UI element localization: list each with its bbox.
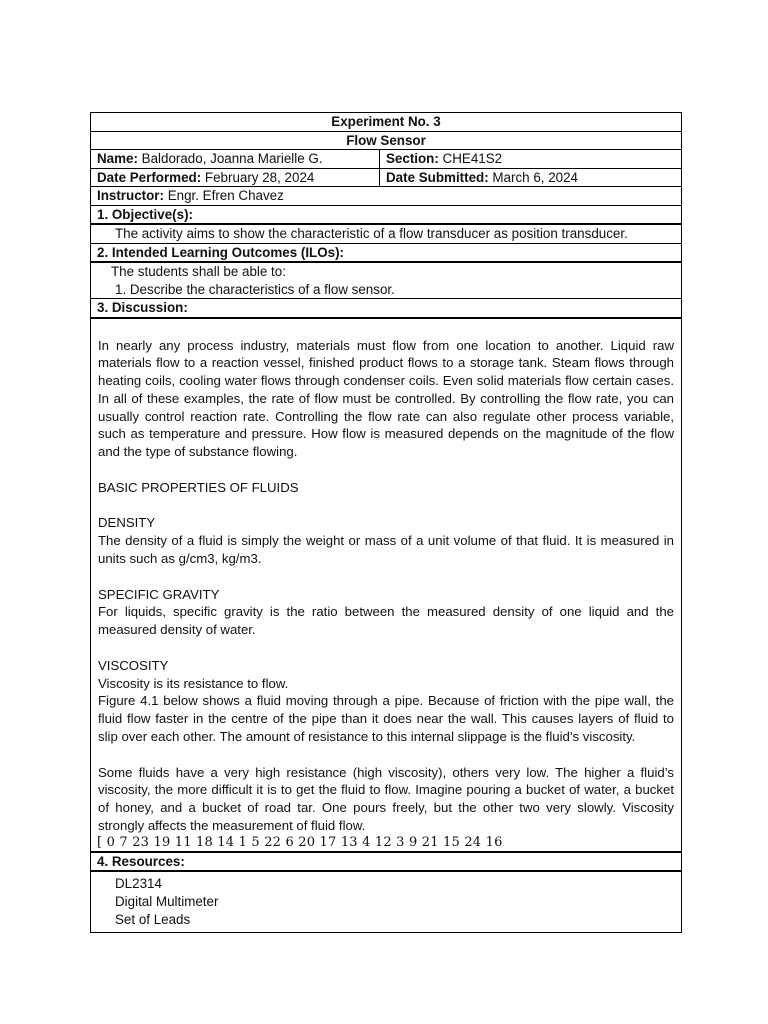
resources-list [91, 872, 681, 932]
name-label: Name: [97, 151, 138, 166]
section-cell [380, 150, 681, 168]
resources-heading: 4. Resources: [91, 853, 681, 873]
basic-properties-heading: BASIC PROPERTIES OF FLUIDS [98, 479, 299, 495]
resource-item: Set of Leads [115, 911, 191, 927]
discussion-intro: In nearly any process industry, materials must flow from one location to another. Liquid raw materials flow to a reaction vessel, finished product flows to a storage tank. Steam flows through heating coils, cooling water flows through condenser coils. Even solid materials flow certain cases. In all of these examples, the rate of flow must be controlled. By controlling the flow rate, you can usually control reaction rate. Controlling the flow rate can also regulate other process variable, such as temperature and pressure. How flow is measured depends on the magnitude of the flow and the type of substance flowing. [98, 337, 674, 460]
objective-text: The activity aims to show the characteristic of a flow transducer as position transducer. [91, 225, 681, 244]
specific-gravity-text: For liquids, specific gravity is the ratio between the measured density of one liquid and the measured density of water. [98, 604, 674, 638]
name-section-row [91, 150, 681, 169]
viscosity-text: Figure 4.1 below shows a fluid moving through a pipe. Because of friction with the pipe wall, the fluid flow faster in the centre of the pipe than it does near the wall. This causes layers of fluid to slip over each other. The amount of resistance to this internal slippage is the fluid’s viscosity. [98, 693, 674, 745]
section-value: CHE41S2 [438, 151, 503, 166]
resource-item: Digital Multimeter [115, 893, 219, 909]
ilo-heading: 2. Intended Learning Outcomes (ILOs): [91, 244, 681, 264]
number-sequence: [ 0 7 23 19 11 18 14 1 5 22 6 20 17 13 4 12 3 9 21 15 24 16 [97, 834, 503, 850]
instructor-label: Instructor: [97, 188, 164, 203]
date-performed-label: Date Performed: [97, 169, 202, 185]
viscosity-line: Viscosity is its resistance to flow. [98, 675, 289, 691]
date-submitted-cell [380, 169, 681, 187]
specific-gravity-heading: SPECIFIC GRAVITY [98, 586, 220, 602]
name-cell [91, 150, 380, 168]
ilo-intro: The students shall be able to: [111, 264, 286, 279]
dates-row [91, 169, 681, 188]
name-value: Baldorado, Joanna Marielle G. [137, 151, 323, 166]
experiment-title: Flow Sensor [91, 132, 681, 151]
density-heading: DENSITY [98, 515, 156, 531]
discussion-body [91, 319, 681, 853]
viscosity-heading: VISCOSITY [98, 657, 169, 673]
date-performed-cell [91, 169, 380, 187]
section-label: Section: [386, 151, 439, 166]
viscosity-text-2: Some fluids have a very high resistance (high viscosity), others very low. The higher a fluid’s viscosity, the more difficult it is to get the fluid to flow. Imagine pouring a bucket of water, a bucket of honey, and a bucket of road tar. One pours freely, but the other two very slowly. Viscosity strongly affects the measurement of fluid flow. [98, 764, 674, 834]
date-submitted-value: March 6, 2024 [488, 169, 578, 185]
date-submitted-label: Date Submitted: [386, 169, 489, 185]
discussion-heading: 3. Discussion: [91, 299, 681, 319]
date-performed-value: February 28, 2024 [201, 169, 315, 185]
ilo-item: 1. Describe the characteristics of a flow sensor. [115, 281, 395, 297]
instructor-row [91, 187, 681, 206]
lab-report-form [90, 112, 682, 933]
objective-heading: 1. Objective(s): [91, 206, 681, 226]
ilo-body [91, 263, 681, 299]
density-text: The density of a fluid is simply the weight or mass of a unit volume of that fluid. It is measured in units such as g/cm3, kg/m3. [98, 533, 674, 567]
experiment-number: Experiment No. 3 [91, 113, 681, 132]
resource-item: DL2314 [115, 876, 162, 892]
instructor-value: Engr. Efren Chavez [163, 188, 284, 203]
